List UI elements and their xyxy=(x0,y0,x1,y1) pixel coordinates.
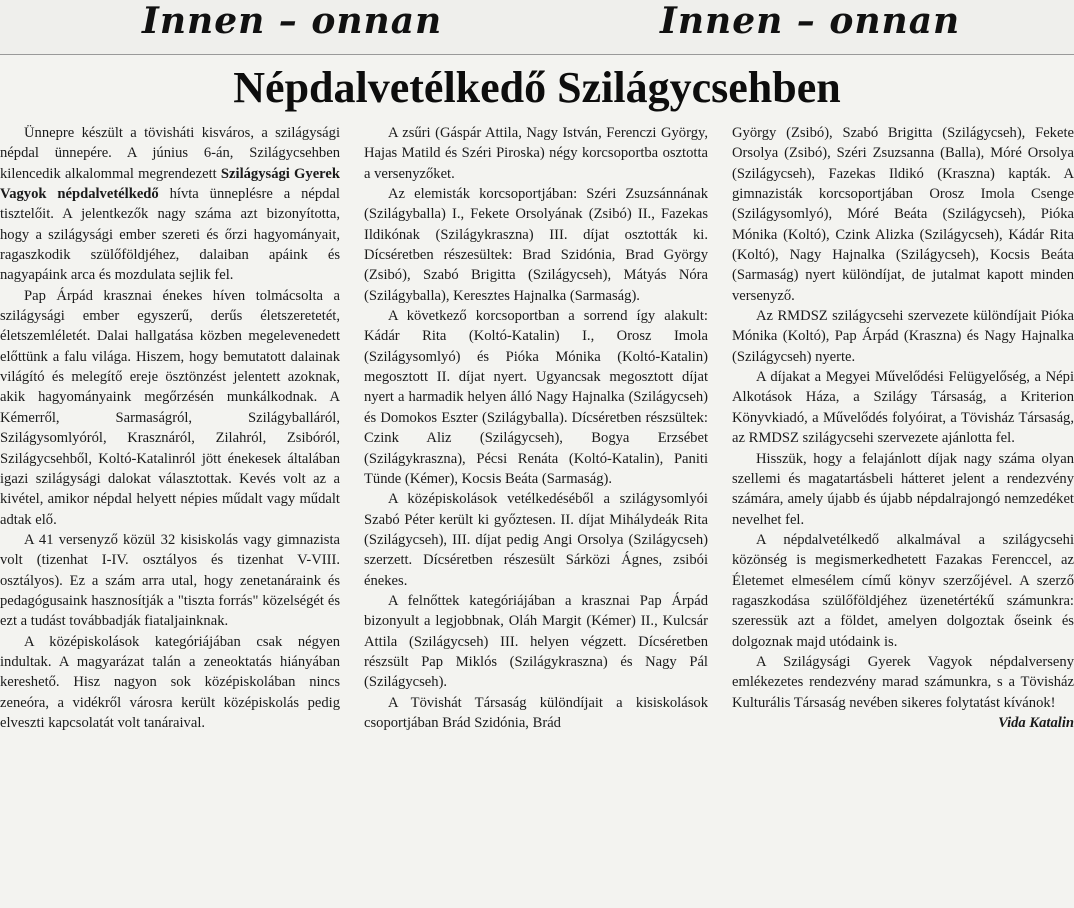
paragraph: Az RMDSZ szilágycsehi szervezete különdíjait Pióka Mónika (Koltó), Pap Árpád (Kraszna) és Nagy Hajnalka (Szilágycseh) nyerte. xyxy=(732,308,1074,365)
paragraph: A Szilágysági Gyerek Vagyok népdalverseny emlékezetes rendezvény marad számunkra, s a Tövisház Kulturális Társaság nevében sikeres folytatást kívánok! xyxy=(732,653,1074,711)
author-signature: Vida Katalin xyxy=(998,714,1074,731)
paragraph: A díjakat a Megyei Művelődési Felügyelőség, a Népi Alkotások Háza, a Szilágy Társaság, a Kriterion Könyvkiadó, a Művelődés folyóirat, a Tövisház Társaság, az RMDSZ szilágycsehi szervezete ajánlotta fel. xyxy=(732,369,1074,447)
section-header-right: Innen – onnan xyxy=(660,0,961,42)
paragraph: A felnőttek kategóriájában a krasznai Pap Árpád bizonyult a legjobbnak, Oláh Margit (Kémer) II., Kulcsár Attila (Szilágycseh) III. helyen végzett. Dícséretben részsült Pap Miklós (Szilágykraszna) és Nagy Pál (Szilágycseh). xyxy=(364,592,708,691)
paragraph: A középiskolások vetélkedéséből a szilágysomlyói Szabó Péter került ki győztesen. II. díjat Mihálydeák Rita (Szilágycseh), III. díjat pedig Angi Orsolya (Szilágycseh) szerzett. Dícséretben részesült Sárközi Ágnes, zsibói énekes. xyxy=(364,491,708,589)
paragraph: A zsűri (Gáspár Attila, Nagy István, Ferenczi György, Hajas Matild és Széri Piroska) négy korcsoportba osztotta a versenyzőket. xyxy=(364,125,708,182)
section-header-band xyxy=(0,0,1074,55)
paragraph: A népdalvetélkedő alkalmával a szilágycsehi közönség is megismerkedhetett Fazakas Ferenccel, az Életemet elmesélem című könyv szerzőjével. A szerző ragaszkodása szülőföldjéhez üzenetértékű számunkra: szeressük azt a földet, amelyen dolgoztak őseink és dolgoznak majd utódaink is. xyxy=(732,531,1074,650)
section-header-left: Innen – onnan xyxy=(142,0,443,42)
paragraph: Hisszük, hogy a felajánlott díjak nagy száma olyan szellemi és magatartásbeli hátteret jelent a rendezvény számára, amely újabb és újabb népdalrajongó nemzedéket nevelhet fel. xyxy=(732,450,1074,528)
paragraph: Ünnepre készült a tövisháti kisváros, a szilágysági népdal ünnepére. A június 6-án, Szilágycsehben kilencedik alkalommal megrendezett Szilágysági Gyerek Vagyok népdalvetélkedő hívta ünneplésre a népdal tisztelőit. A jelentkezők nagy száma azt bizonyította, hogy a szilágysági ember szereti és őrzi hagyományait, ragaszkodik szülőföldjéhez, dalaiban apáink és nagyapáink arca és mozdulata sejlik fel. xyxy=(0,125,340,284)
article-column-1 xyxy=(0,123,340,903)
article-column-3 xyxy=(732,123,1074,903)
paragraph: A következő korcsoportban a sorrend így alakult: Kádár Rita (Koltó-Katalin) I., Orosz Imola (Szilágysomlyó) és Pióka Mónika (Koltó-Katalin) megosztott II. díjat nyert. Ugyancsak megosztott díjat nyert a harmadik helyen álló Nagy Hajnalka (Szilágycseh) és Domokos Eszter (Szilágyballa). Dícséretben részsültek: Czink Aliz (Szilágycseh), Bogya Erzsébet (Szilágykraszna), Pécsi Renáta (Koltó-Katalin), Paniti Tünde (Kémer), Kocsis Beáta (Sarmaság). xyxy=(364,308,708,487)
event-name-bold: Szilágysági Gyerek Vagyok népdalvetélkedő xyxy=(0,165,340,203)
article-headline: Népdalvetélkedő Szilágycsehben xyxy=(233,63,841,112)
paragraph: György (Zsibó), Szabó Brigitta (Szilágycseh), Fekete Orsolya (Zsibó), Széri Zsuzsanna (Balla), Móré Orsolya (Szilágycseh), Fazekas Ildikó (Kraszna) kapták. A gimnazisták korcsoportjában Orosz Imola Csenge (Szilágysomlyó), Móré Beáta (Szilágycseh), Pióka Mónika (Koltó), Czink Alizka (Szilágycseh), Kádár Rita (Koltó), Nagy Hajnalka (Szilágycseh), Kocsis Beáta (Sarmaság) nyert különdíjat, de jutalmat kapott minden versenyző. xyxy=(732,125,1074,304)
article-column-2 xyxy=(364,123,708,903)
paragraph: A középiskolások kategóriájában csak négyen indultak. A magyarázat talán a zeneoktatás hiányában kereshető. Hisz nagyon sok középiskolában nincs zeneóra, a vidékről városra került középiskolás pedig elveszti kapcsolatát volt tanáraival. xyxy=(0,633,340,731)
paragraph: A Tövishát Társaság különdíjait a kisiskolások csoportjában Brád Szidónia, Brád xyxy=(364,694,708,731)
paragraph: A 41 versenyző közül 32 kisiskolás vagy gimnazista volt (tizenhat I-IV. osztályos és tizenhat V-VIII. osztályos). Ez a szám arra utal, hogy zenetanáraink és pedagógusaink hasznosítják a "tiszta forrás" közelségét és ezt a tudást továbbadják fiataljainknak. xyxy=(0,531,340,630)
paragraph: Az elemisták korcsoportjában: Széri Zsuzsánnának (Szilágyballa) I., Fekete Orsolyának (Zsibó) II., Fazekas Ildikónak (Szilágykraszna) III. díjat osztották ki. Dícséretben részesültek: Brad Szidónia, Brad György (Zsibó), Szabó Brigitta (Szilágycseh), Mátyás Nóra (Szilágyballa), Keresztes Hajnalka (Sarmaság). xyxy=(364,186,708,304)
paragraph: Pap Árpád krasznai énekes híven tolmácsolta a szilágysági ember egyszerű, derűs életszeretetét, életszemléletét. Dalai hallgatása közben megelevenedett előttünk a falu világa. Hiszem, hogy bemutatott dalainak világító és melegítő ereje ösztönzést jelentett azoknak, akik hagyományaink megőrzésén munkálkodnak. A Kémerről, Sarmaságról, Szilágyballáról, Szilágysomlyóról, Krasznáról, Zilahról, Zsibóról, Szilágycsehből, Koltó-Katalinról jött énekesek általában igazi szilágysági dalokat választottak. Kevés volt az a kivétel, amikor népdal helyett népies műdalt vagy műdalt adtak elő. xyxy=(0,287,340,528)
